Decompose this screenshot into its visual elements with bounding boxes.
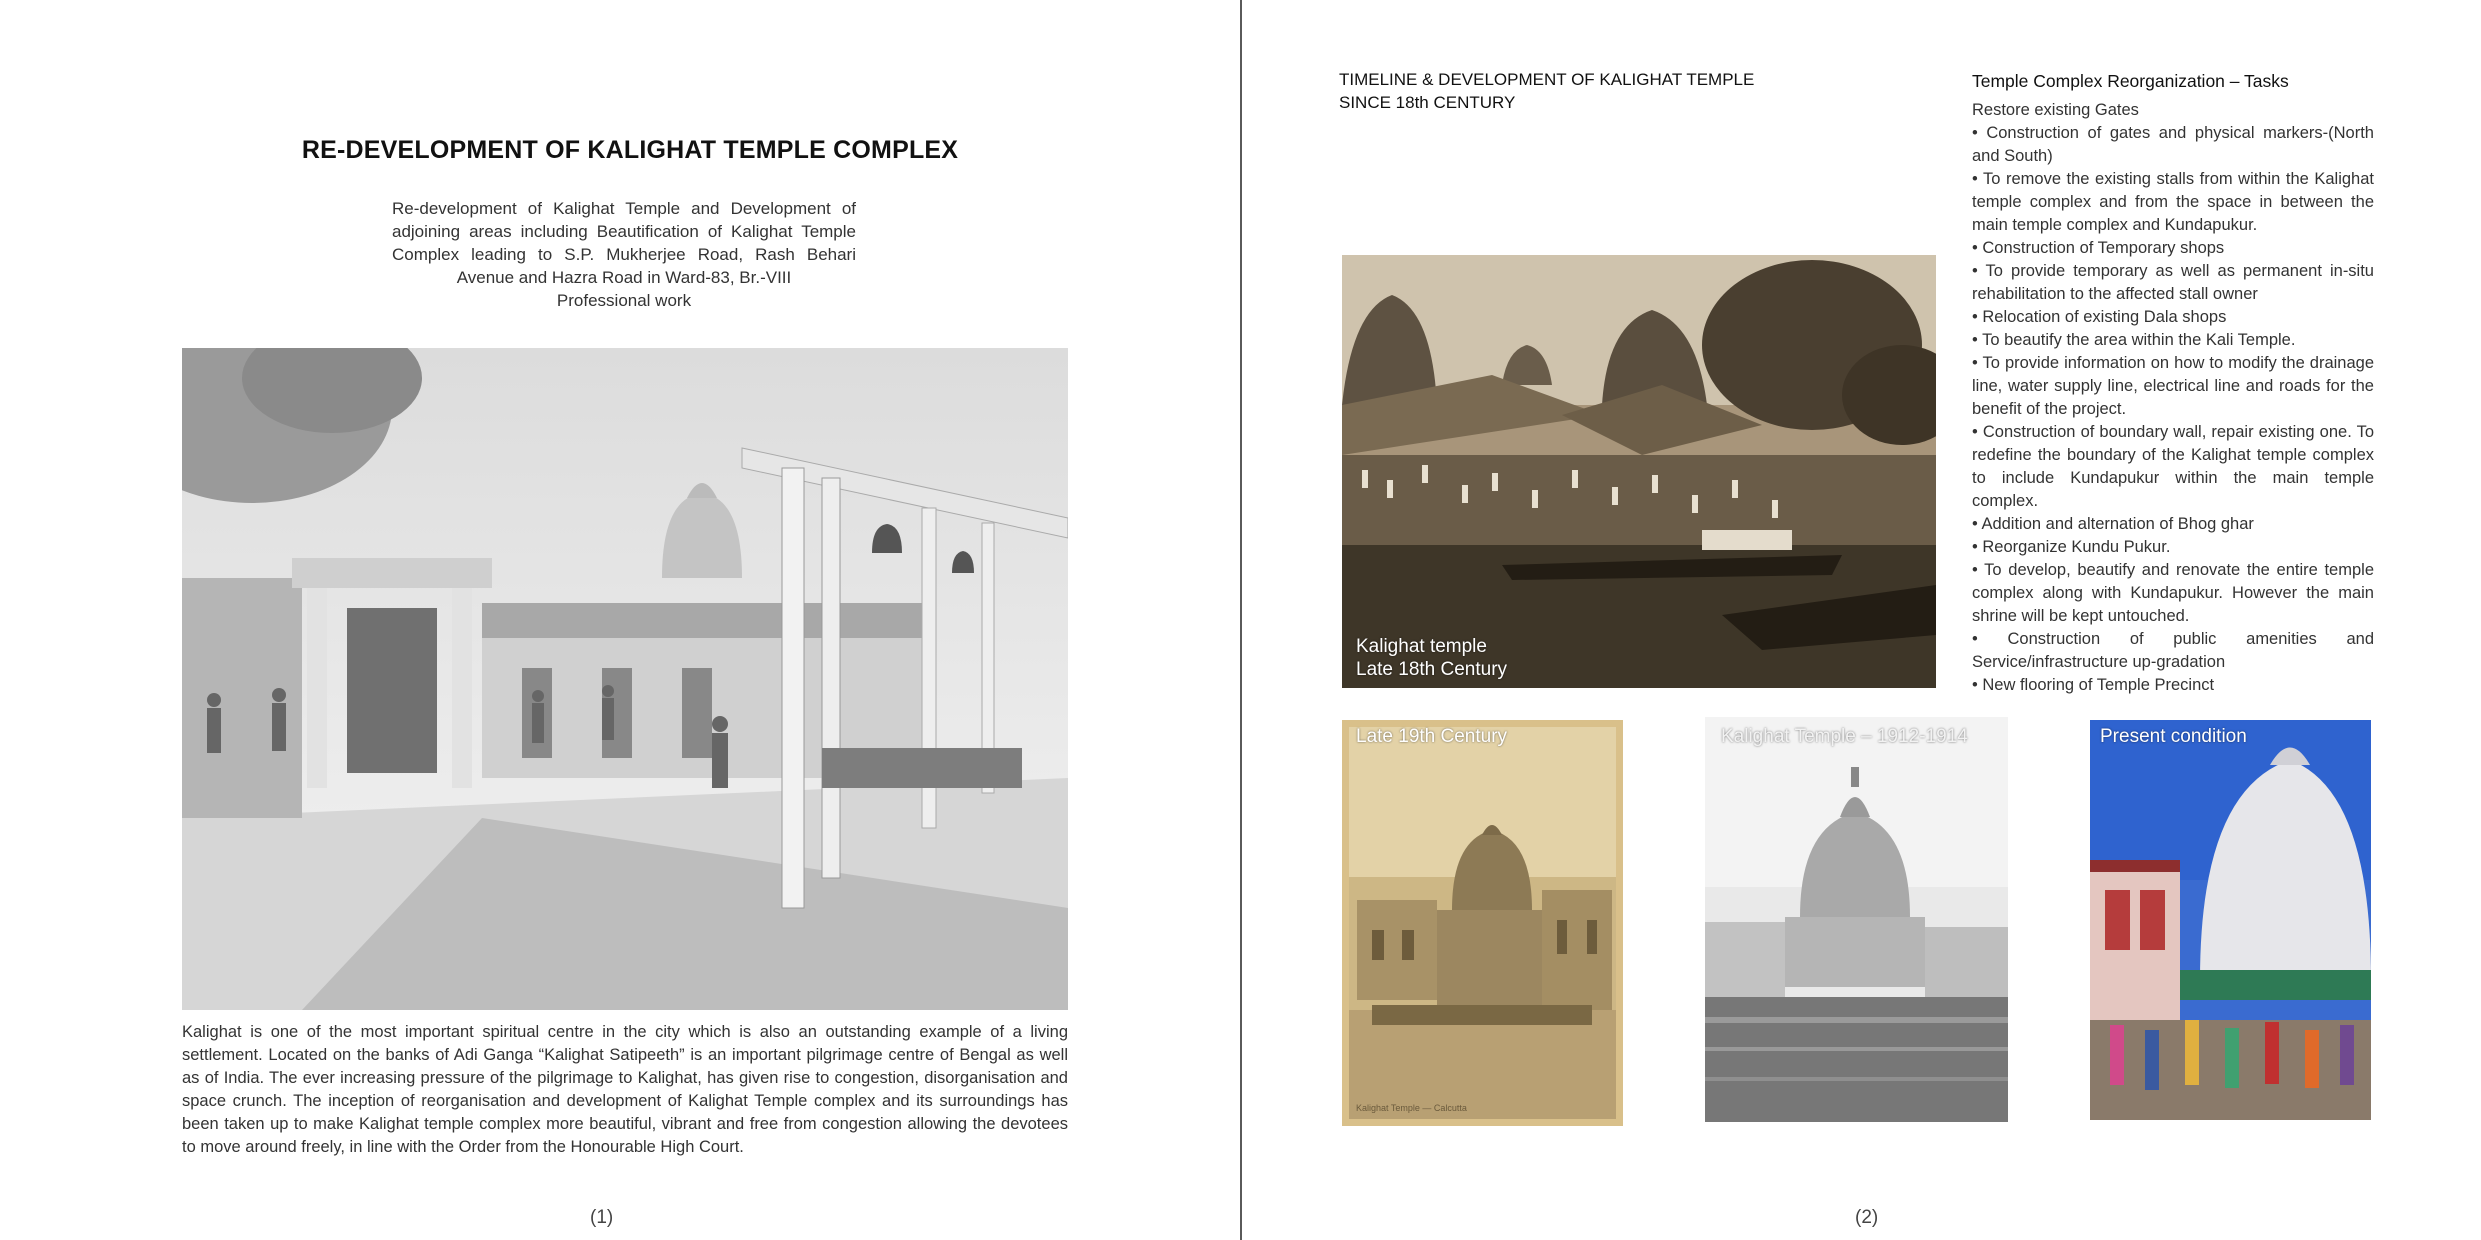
task-item: • To provide temporary as well as permanent in-situ rehabilitation to the affected stall owner (1972, 262, 2374, 303)
task-item: • To provide information on how to modify the drainage line, water supply line, electrical line and roads for the benefit of the project. (1972, 354, 2374, 418)
task-item: • To remove the existing stalls from within the Kalighat temple complex and from the space in between the main temple complex and Kundapukur. (1972, 170, 2374, 234)
photo-late-18th-century (1342, 255, 1936, 688)
tasks-title: Temple Complex Reorganization – Tasks (1972, 71, 2289, 91)
right-page (1242, 0, 2481, 1240)
project-subtitle (392, 197, 856, 312)
task-item: • Construction of gates and physical markers-(North and South) (1972, 124, 2374, 165)
photo-present-condition (2090, 720, 2371, 1120)
task-item: • Reorganize Kundu Pukur. (1972, 538, 2171, 556)
page-number: (1) (590, 1207, 614, 1228)
caption-line2: Late 18th Century (1356, 659, 1508, 680)
timeline-title-line1: TIMELINE & DEVELOPMENT OF KALIGHAT TEMPLE (1339, 70, 1755, 89)
caption-line1: Kalighat temple (1356, 636, 1487, 657)
photo-caption-present: Present condition (2100, 726, 2247, 747)
task-item: • Construction of boundary wall, repair existing one. To redefine the boundary of the Kalighat temple complex to include Kundapukur within the main temple complex. (1972, 423, 2374, 510)
project-body-text: Kalighat is one of the most important spiritual centre in the city which is also an outstanding example of a living settlement. Located on the banks of Adi Ganga “Kalighat Satipeeth” is an important pilgrimage centre of Bengal as well as of India. The ever increasing pressure of the pilgrimage to Kalighat, has given rise to congestion, disorganisation and space crunch. The inception of reorganisation and development of Kalighat Temple complex and its surroundings has been taken up to make Kalighat temple complex more beautiful, vibrant and free from congestion allowing the devotees to move around freely, in line with the Order from the Honourable High Court. (182, 1023, 1068, 1156)
task-item: • Construction of Temporary shops (1972, 239, 2225, 257)
task-item: • Addition and alternation of Bhog ghar (1972, 515, 2254, 533)
photo-1912-1914 (1705, 717, 2008, 1122)
photo-inscription: Kalighat Temple — Calcutta (1356, 1103, 1467, 1113)
page-title: RE-DEVELOPMENT OF KALIGHAT TEMPLE COMPLEX (301, 136, 959, 164)
photo-late-19th-century (1342, 720, 1623, 1126)
tasks-panel (1972, 70, 2374, 697)
tasks-list (1972, 122, 2374, 697)
timeline-title-line2: SINCE 18th CENTURY (1339, 93, 1516, 112)
tasks-intro: Restore existing Gates (1972, 101, 2139, 119)
timeline-title (1339, 68, 1839, 114)
task-item: • To beautify the area within the Kali Temple. (1972, 331, 2296, 349)
project-description: Re-development of Kalighat Temple and Development of adjoining areas including Beautification of Kalighat Temple Complex leading to S.P. Mukherjee Road, Rash Behari Avenue and Hazra Road in Ward-83, Br.-VIII (392, 199, 856, 287)
temple-complex-rendering (182, 348, 1068, 1010)
task-item: • To develop, beautify and renovate the entire temple complex along with Kundapukur. However the main shrine will be kept untouched. (1972, 561, 2374, 625)
task-item: • New flooring of Temple Precinct (1972, 676, 2215, 694)
task-item: • Construction of public amenities and Service/infrastructure up-gradation (1972, 630, 2374, 671)
project-note: Professional work (556, 291, 692, 310)
page-number: (2) (1855, 1207, 1879, 1228)
photo-caption-1912: Kalighat Temple – 1912-1914 (1721, 726, 1968, 747)
task-item: • Relocation of existing Dala shops (1972, 308, 2227, 326)
left-page (0, 0, 1240, 1240)
photo-caption-18th (1356, 635, 1507, 681)
photo-caption-19th: Late 19th Century (1356, 726, 1508, 747)
